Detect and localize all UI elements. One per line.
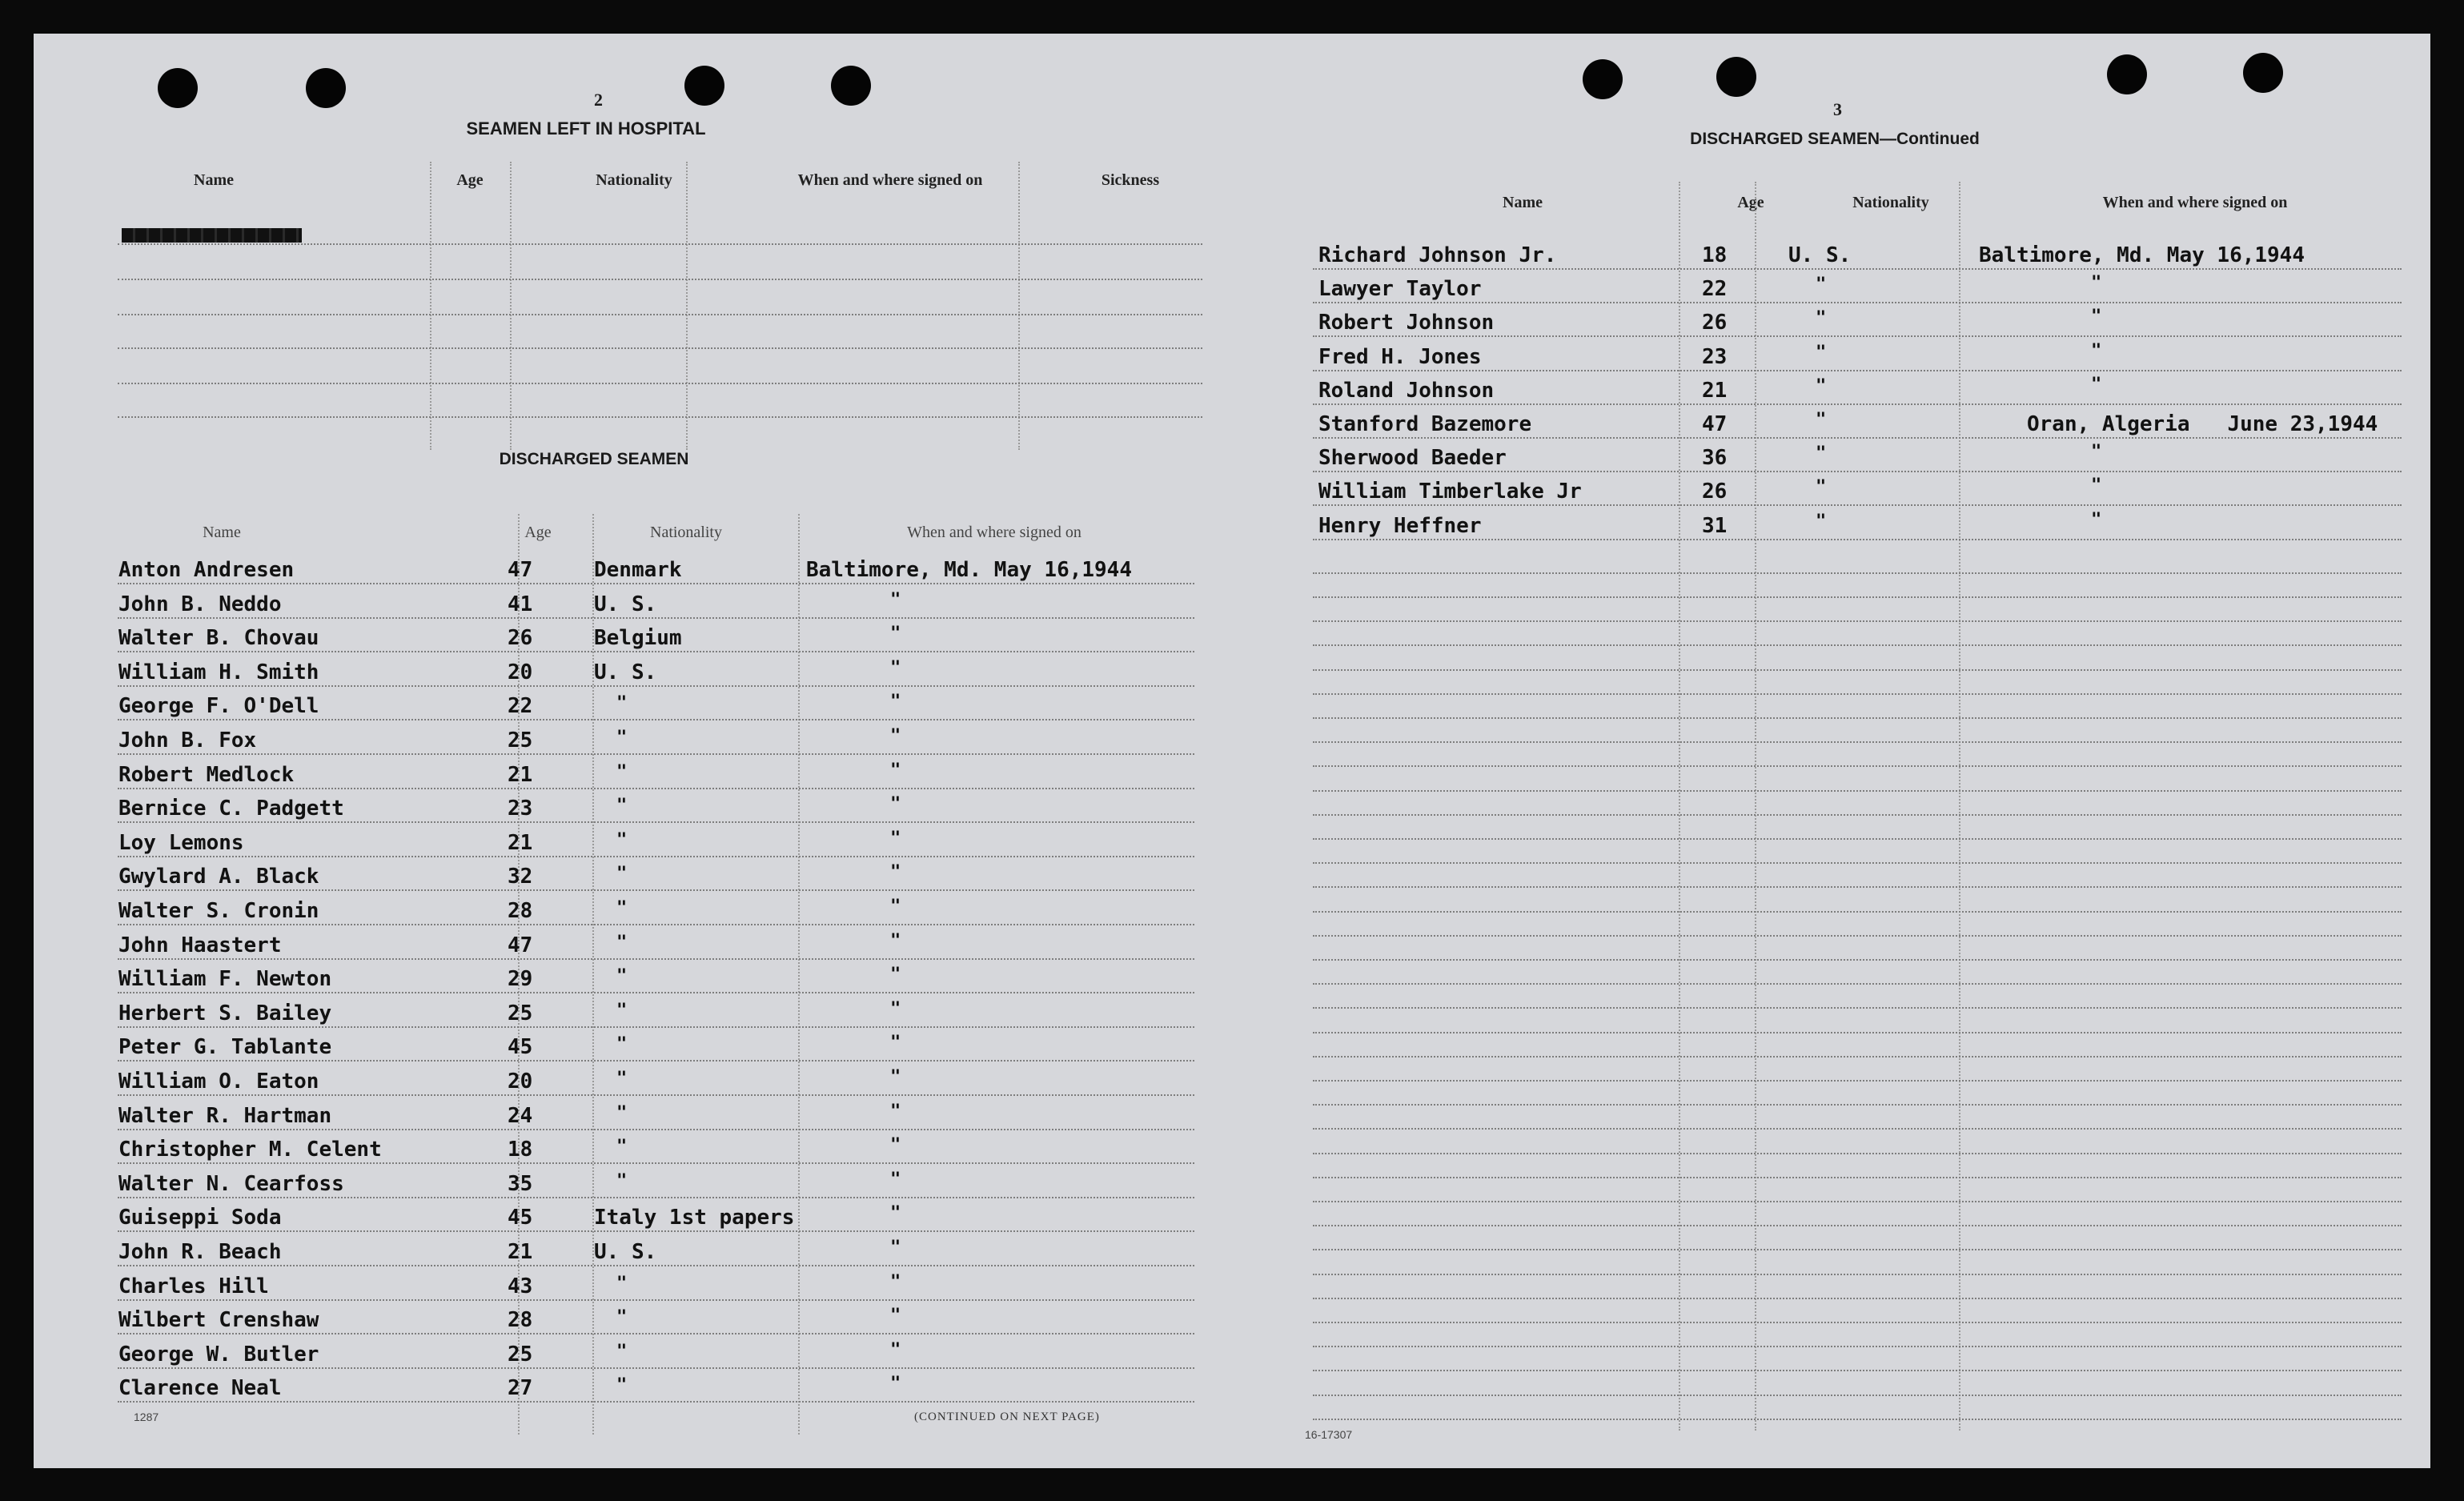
seaman-name: Gwylard A. Black <box>118 865 319 889</box>
row-line <box>1313 693 2402 695</box>
seaman-name: Walter R. Hartman <box>118 1104 332 1128</box>
row-line <box>1313 838 2402 840</box>
seaman-signed-on: " <box>2091 375 2102 395</box>
row-line <box>1313 1128 2402 1130</box>
seaman-name: Guiseppi Soda <box>118 1206 282 1230</box>
seaman-age: 18 <box>508 1138 533 1162</box>
row-line <box>118 1401 1194 1403</box>
row-line <box>1313 1274 2402 1275</box>
right-col-header: Name <box>1503 194 1543 211</box>
row-line <box>1313 504 2402 506</box>
right-col-header: When and where signed on <box>2102 194 2288 211</box>
row-line <box>1313 1056 2402 1058</box>
seaman-name: Walter N. Cearfoss <box>118 1172 344 1196</box>
punch-hole <box>831 66 871 106</box>
seaman-age: 28 <box>508 1308 533 1332</box>
discharged-col-header: Name <box>203 524 241 541</box>
row-line <box>1313 302 2402 303</box>
entry-line <box>118 314 1202 315</box>
hospital-col-header: When and where signed on <box>797 171 983 189</box>
row-line <box>1313 1298 2402 1299</box>
row-line <box>118 1333 1194 1334</box>
seaman-nationality: " <box>616 1375 628 1395</box>
row-line <box>1313 669 2402 671</box>
row-line <box>1313 437 2402 439</box>
row-line <box>1313 1032 2402 1033</box>
seaman-signed-on: " <box>890 1135 901 1155</box>
seaman-age: 32 <box>508 865 533 889</box>
seaman-age: 25 <box>508 728 533 753</box>
seaman-nationality: " <box>1816 308 1827 328</box>
seaman-age: 47 <box>508 558 533 582</box>
seaman-name: Christopher M. Celent <box>118 1138 382 1162</box>
seaman-age: 21 <box>508 831 533 855</box>
discharged-continued-title: DISCHARGED SEAMEN—Continued <box>1690 130 1980 148</box>
seaman-signed-on: " <box>2091 510 2102 530</box>
row-line <box>1313 717 2402 719</box>
column-divider <box>1679 182 1680 1431</box>
seaman-nationality: " <box>616 693 628 713</box>
seaman-signed-on: " <box>890 624 901 644</box>
seaman-name: Clarence Neal <box>118 1376 282 1400</box>
row-line <box>118 788 1194 789</box>
column-divider <box>1018 162 1020 450</box>
seaman-nationality: " <box>616 762 628 782</box>
seaman-age: 35 <box>508 1172 533 1196</box>
seaman-name: Walter S. Cronin <box>118 899 319 923</box>
row-line <box>118 821 1194 823</box>
right-col-header: Age <box>1737 194 1764 211</box>
seaman-name: Peter G. Tablante <box>118 1035 332 1059</box>
row-line <box>118 856 1194 857</box>
seaman-signed-on: " <box>890 692 901 712</box>
seaman-signed-on: " <box>890 590 901 610</box>
hospital-section-title: SEAMEN LEFT IN HOSPITAL <box>466 118 706 138</box>
right-page-number: 3 <box>1833 99 1842 119</box>
seaman-name: Robert Medlock <box>118 763 295 787</box>
seaman-name: William H. Smith <box>118 660 319 684</box>
seaman-nationality: U. S. <box>594 1240 657 1264</box>
seaman-nationality: " <box>616 1307 628 1327</box>
seaman-signed-on: " <box>890 965 901 985</box>
seaman-age: 21 <box>508 1240 533 1264</box>
seaman-nationality: " <box>1816 343 1827 363</box>
seaman-nationality: " <box>616 1274 628 1294</box>
seaman-nationality: U. S. <box>594 592 657 616</box>
seaman-nationality: " <box>616 1342 628 1362</box>
hospital-col-header: Name <box>194 171 234 189</box>
discharged-col-header: Nationality <box>650 524 722 541</box>
entry-line <box>118 347 1202 349</box>
punch-hole <box>158 68 198 108</box>
seaman-signed-on: " <box>890 1170 901 1190</box>
hospital-col-header: Age <box>456 171 484 189</box>
row-line <box>1313 983 2402 985</box>
seaman-signed-on: " <box>890 761 901 781</box>
seaman-signed-on: " <box>890 1203 901 1223</box>
seaman-age: 36 <box>1702 446 1728 470</box>
seaman-name: John B. Neddo <box>118 592 282 616</box>
seaman-name: Roland Johnson <box>1318 379 1495 403</box>
seaman-signed-on: Baltimore, Md. May 16,1944 <box>1979 243 2305 267</box>
seaman-nationality: " <box>616 864 628 884</box>
seaman-nationality: " <box>1816 275 1827 295</box>
seaman-name: Sherwood Baeder <box>1318 446 1507 470</box>
seaman-nationality: " <box>616 1137 628 1157</box>
seaman-age: 25 <box>508 1001 533 1025</box>
ledger-sheet <box>34 34 2430 1468</box>
seaman-nationality: " <box>616 933 628 953</box>
entry-line <box>118 243 1202 245</box>
row-line <box>118 1094 1194 1096</box>
row-line <box>1313 935 2402 937</box>
seaman-signed-on: " <box>890 1306 901 1326</box>
seaman-signed-on: " <box>890 1102 901 1122</box>
seaman-age: 26 <box>1702 480 1728 504</box>
seaman-name: John B. Fox <box>118 728 257 753</box>
row-line <box>1313 1177 2402 1178</box>
seaman-name: Wilbert Crenshaw <box>118 1308 319 1332</box>
row-line <box>1313 268 2402 270</box>
seaman-age: 29 <box>508 967 533 991</box>
seaman-signed-on: " <box>890 794 901 814</box>
row-line <box>1313 539 2402 540</box>
row-line <box>118 617 1194 619</box>
seaman-nationality: " <box>616 796 628 816</box>
seaman-name: Loy Lemons <box>118 831 244 855</box>
seaman-nationality: " <box>1816 443 1827 464</box>
seaman-signed-on: " <box>890 1374 901 1394</box>
seaman-nationality: " <box>616 1001 628 1021</box>
row-line <box>1313 1346 2402 1347</box>
hospital-col-header: Nationality <box>596 171 672 189</box>
seaman-name: John Haastert <box>118 933 282 957</box>
row-line <box>1313 1080 2402 1082</box>
row-line <box>118 685 1194 687</box>
seaman-age: 20 <box>508 1070 533 1094</box>
seaman-name: William F. Newton <box>118 967 332 991</box>
row-line <box>1313 644 2402 646</box>
seaman-name: Stanford Bazemore <box>1318 412 1532 436</box>
seaman-signed-on: Baltimore, Md. May 16,1944 <box>806 558 1132 582</box>
seaman-name: William Timberlake Jr <box>1318 480 1582 504</box>
row-line <box>1313 1225 2402 1226</box>
seaman-name: Henry Heffner <box>1318 514 1482 538</box>
seaman-name: Walter B. Chovau <box>118 626 319 650</box>
seaman-name: Richard Johnson Jr. <box>1318 243 1557 267</box>
row-line <box>118 1367 1194 1369</box>
row-line <box>118 1026 1194 1028</box>
seaman-name: Anton Andresen <box>118 558 295 582</box>
seaman-signed-on: Oran, Algeria June 23,1944 <box>2027 412 2378 436</box>
seaman-age: 27 <box>508 1376 533 1400</box>
row-line <box>1313 1370 2402 1371</box>
seaman-nationality: " <box>616 830 628 850</box>
row-line <box>118 924 1194 925</box>
seaman-signed-on: " <box>2091 307 2102 327</box>
seaman-name: John R. Beach <box>118 1240 282 1264</box>
row-line <box>1313 1153 2402 1154</box>
seaman-age: 24 <box>508 1104 533 1128</box>
seaman-nationality: Denmark <box>594 558 682 582</box>
punch-hole <box>1583 59 1623 99</box>
seaman-age: 41 <box>508 592 533 616</box>
seaman-age: 18 <box>1702 243 1728 267</box>
row-line <box>1313 1201 2402 1202</box>
column-divider <box>1755 182 1756 1431</box>
seaman-age: 45 <box>508 1035 533 1059</box>
row-line <box>1313 911 2402 913</box>
punch-hole <box>1716 57 1756 97</box>
seaman-age: 21 <box>1702 379 1728 403</box>
column-divider <box>430 162 431 450</box>
punch-hole <box>306 68 346 108</box>
row-line <box>118 1299 1194 1301</box>
discharged-col-header: When and where signed on <box>907 524 1082 541</box>
seaman-signed-on: " <box>2091 476 2102 496</box>
seaman-name: George W. Butler <box>118 1342 319 1367</box>
seaman-name: Lawyer Taylor <box>1318 277 1482 301</box>
seaman-signed-on: " <box>890 726 901 746</box>
seaman-nationality: " <box>616 1103 628 1123</box>
seaman-signed-on: " <box>890 1067 901 1087</box>
seaman-age: 26 <box>508 626 533 650</box>
seaman-nationality: Belgium <box>594 626 682 650</box>
seaman-name: George F. O'Dell <box>118 694 319 718</box>
column-divider <box>1959 182 1960 1431</box>
seaman-signed-on: " <box>890 931 901 951</box>
row-line <box>118 583 1194 584</box>
seaman-nationality: " <box>616 966 628 986</box>
row-line <box>118 651 1194 652</box>
row-line <box>1313 1007 2402 1009</box>
seaman-age: 22 <box>1702 277 1728 301</box>
row-line <box>1313 1249 2402 1250</box>
seaman-age: 45 <box>508 1206 533 1230</box>
seaman-signed-on: " <box>890 862 901 882</box>
row-line <box>1313 471 2402 472</box>
right-col-header: Nationality <box>1852 194 1929 211</box>
seaman-nationality: " <box>1816 376 1827 396</box>
row-line <box>118 1162 1194 1164</box>
seaman-nationality: " <box>1816 410 1827 430</box>
redacted-name <box>122 228 302 243</box>
seaman-name: Bernice C. Padgett <box>118 797 344 821</box>
seaman-signed-on: " <box>890 897 901 917</box>
row-line <box>118 958 1194 960</box>
column-divider <box>510 162 512 450</box>
seaman-signed-on: " <box>890 1272 901 1292</box>
seaman-nationality: " <box>616 898 628 918</box>
entry-line <box>118 383 1202 384</box>
discharged-section-title: DISCHARGED SEAMEN <box>499 450 689 468</box>
row-line <box>118 1060 1194 1062</box>
left-page-number: 2 <box>594 90 603 110</box>
punch-hole <box>2107 54 2147 94</box>
row-line <box>1313 862 2402 864</box>
seaman-name: Herbert S. Bailey <box>118 1001 332 1025</box>
seaman-signed-on: " <box>2091 442 2102 462</box>
seaman-nationality: U. S. <box>1788 243 1852 267</box>
punch-hole <box>2243 53 2283 93</box>
entry-line <box>118 416 1202 418</box>
row-line <box>1313 1395 2402 1396</box>
row-line <box>118 719 1194 720</box>
form-number: 16-17307 <box>1305 1428 1353 1441</box>
seaman-signed-on: " <box>2091 273 2102 293</box>
row-line <box>118 1197 1194 1198</box>
seaman-name: William O. Eaton <box>118 1070 319 1094</box>
continued-note: (CONTINUED ON NEXT PAGE) <box>914 1411 1100 1423</box>
seaman-age: 20 <box>508 660 533 684</box>
row-line <box>1313 886 2402 888</box>
seaman-age: 47 <box>508 933 533 957</box>
row-line <box>118 1129 1194 1130</box>
seaman-nationality: " <box>1816 477 1827 497</box>
seaman-age: 47 <box>1702 412 1728 436</box>
seaman-name: Charles Hill <box>118 1274 269 1298</box>
row-line <box>118 889 1194 891</box>
row-line <box>1313 790 2402 792</box>
seaman-nationality: " <box>616 1034 628 1054</box>
row-line <box>1313 335 2402 337</box>
row-line <box>118 753 1194 755</box>
seaman-name: Robert Johnson <box>1318 311 1495 335</box>
seaman-signed-on: " <box>2091 341 2102 361</box>
row-line <box>1313 572 2402 574</box>
row-line <box>1313 620 2402 622</box>
form-number: 1287 <box>134 1411 159 1423</box>
seaman-nationality: " <box>616 728 628 748</box>
seaman-nationality: " <box>616 1171 628 1191</box>
seaman-age: 25 <box>508 1342 533 1367</box>
hospital-col-header: Sickness <box>1101 171 1160 189</box>
seaman-age: 21 <box>508 763 533 787</box>
row-line <box>118 992 1194 993</box>
row-line <box>1313 1419 2402 1420</box>
seaman-signed-on: " <box>890 1033 901 1053</box>
seaman-age: 28 <box>508 899 533 923</box>
seaman-signed-on: " <box>890 1340 901 1360</box>
row-line <box>1313 403 2402 405</box>
row-line <box>1313 370 2402 371</box>
seaman-age: 23 <box>1702 345 1728 369</box>
seaman-nationality: Italy 1st papers <box>594 1206 795 1230</box>
row-line <box>1313 1104 2402 1106</box>
row-line <box>118 1265 1194 1266</box>
seaman-signed-on: " <box>890 658 901 678</box>
seaman-signed-on: " <box>890 1238 901 1258</box>
seaman-nationality: " <box>1816 512 1827 532</box>
seaman-signed-on: " <box>890 829 901 849</box>
seaman-nationality: U. S. <box>594 660 657 684</box>
seaman-age: 26 <box>1702 311 1728 335</box>
seaman-signed-on: " <box>890 999 901 1019</box>
punch-hole <box>684 66 724 106</box>
row-line <box>1313 765 2402 767</box>
row-line <box>1313 741 2402 743</box>
seaman-age: 23 <box>508 797 533 821</box>
discharged-col-header: Age <box>524 524 552 541</box>
row-line <box>1313 959 2402 961</box>
seaman-age: 22 <box>508 694 533 718</box>
row-line <box>1313 596 2402 598</box>
column-divider <box>686 162 688 450</box>
seaman-age: 43 <box>508 1274 533 1298</box>
seaman-nationality: " <box>616 1069 628 1089</box>
row-line <box>1313 814 2402 816</box>
seaman-name: Fred H. Jones <box>1318 345 1482 369</box>
seaman-age: 31 <box>1702 514 1728 538</box>
entry-line <box>118 279 1202 280</box>
row-line <box>1313 1322 2402 1323</box>
row-line <box>118 1230 1194 1232</box>
